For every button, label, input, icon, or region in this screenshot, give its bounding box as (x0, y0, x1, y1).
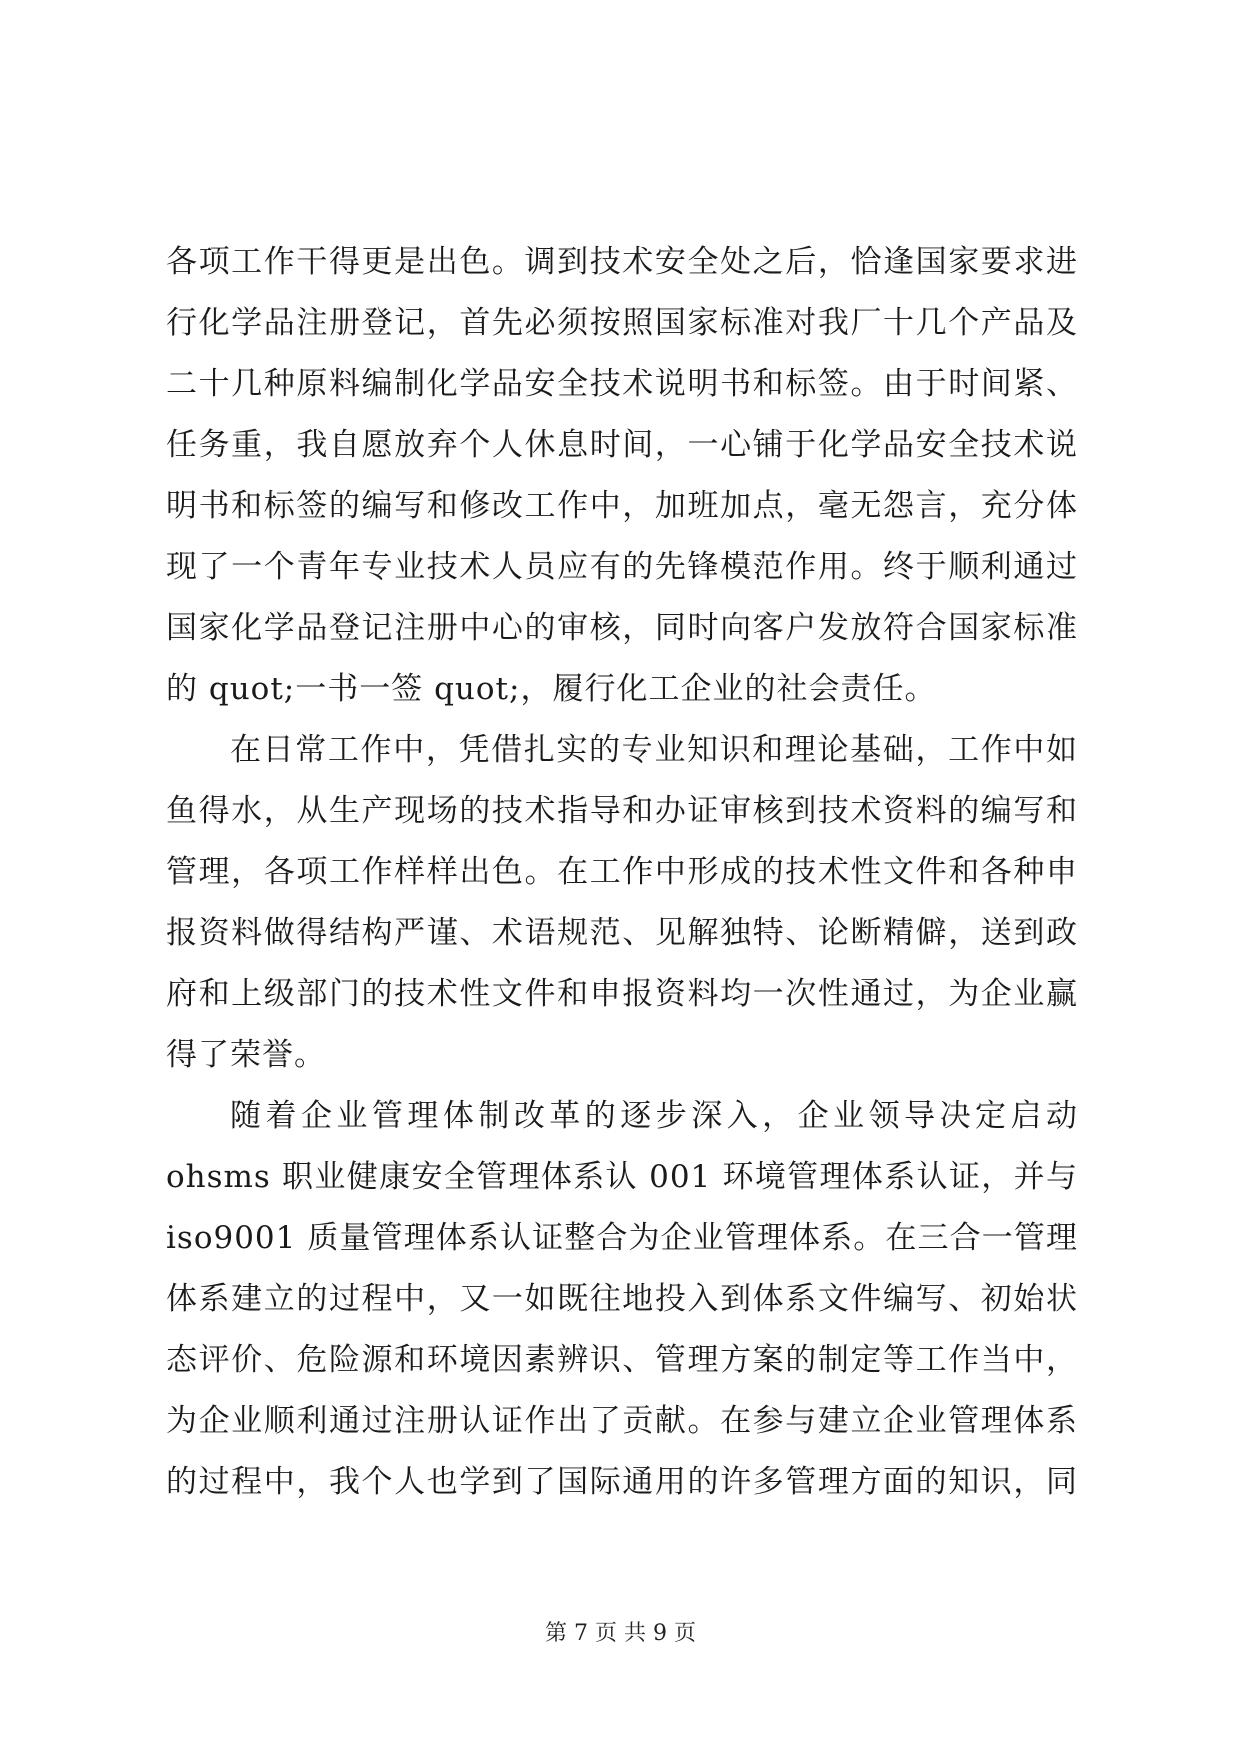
text-line: 随着企业管理体制改革的逐步深入，企业领导决定启动 (230, 1098, 1078, 1134)
text-line: iso9001 质量管理体系认证整合为企业管理体系。在三合一管理 (166, 1220, 1078, 1256)
text-line: 在日常工作中，凭借扎实的专业知识和理论基础，工作中如 (230, 732, 1078, 768)
text-line: 的过程中，我个人也学到了国际通用的许多管理方面的知识，同 (166, 1464, 1078, 1500)
text-line: 态评价、危险源和环境因素辨识、管理方案的制定等工作当中， (166, 1342, 1078, 1378)
text-line: 管理，各项工作样样出色。在工作中形成的技术性文件和各种申 (166, 854, 1078, 890)
text-line: 明书和标签的编写和修改工作中，加班加点，毫无怨言，充分体 (166, 488, 1078, 524)
text-line: 任务重，我自愿放弃个人休息时间，一心铺于化学品安全技术说 (166, 427, 1078, 463)
text-line: 行化学品注册登记，首先必须按照国家标准对我厂十几个产品及 (166, 305, 1078, 341)
text-line: 各项工作干得更是出色。调到技术安全处之后，恰逢国家要求进 (166, 244, 1078, 280)
text-line: 报资料做得结构严谨、术语规范、见解独特、论断精僻，送到政 (166, 915, 1078, 951)
text-line: 二十几种原料编制化学品安全技术说明书和标签。由于时间紧、 (166, 366, 1078, 402)
text-line: ohsms 职业健康安全管理体系认 001 环境管理体系认证，并与 (166, 1159, 1078, 1195)
text-line: 得了荣誉。 (166, 1037, 326, 1073)
text-line: 体系建立的过程中，又一如既往地投入到体系文件编写、初始状 (166, 1281, 1078, 1317)
text-line: 的 quot;一书一签 quot;，履行化工企业的社会责任。 (166, 671, 937, 707)
page-number-footer: 第 7 页 共 9 页 (545, 1621, 696, 1646)
text-line: 国家化学品登记注册中心的审核，同时向客户发放符合国家标准 (166, 610, 1078, 646)
text-line: 为企业顺利通过注册认证作出了贡献。在参与建立企业管理体系 (166, 1403, 1078, 1439)
text-line: 鱼得水，从生产现场的技术指导和办证审核到技术资料的编写和 (166, 793, 1078, 829)
text-line: 现了一个青年专业技术人员应有的先锋模范作用。终于顺利通过 (166, 549, 1078, 585)
text-line: 府和上级部门的技术性文件和申报资料均一次性通过，为企业赢 (166, 976, 1078, 1012)
body-text (166, 232, 1078, 1513)
